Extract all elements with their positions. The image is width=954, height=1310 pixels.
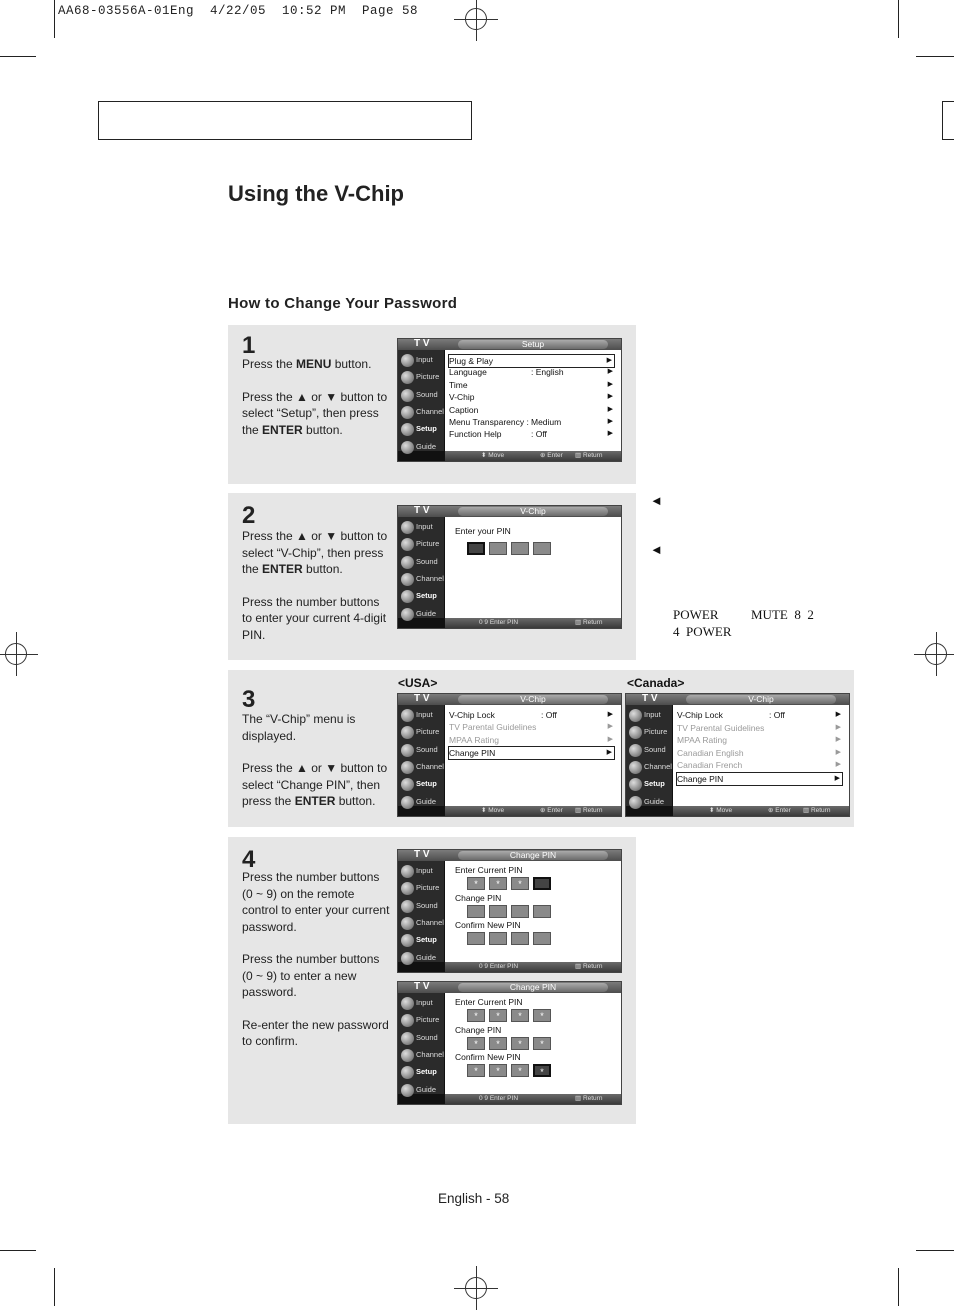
osd-sidebar-label: Setup — [416, 935, 437, 945]
pin-label: Confirm New PIN — [455, 1052, 521, 1062]
section-title: How to Change Your Password — [228, 295, 458, 312]
osd-sidebar-item — [398, 352, 444, 369]
picture-icon — [401, 538, 414, 551]
right-arrow-icon: ▶ — [606, 357, 612, 364]
osd-sidebar-item — [398, 1012, 444, 1029]
osd-sidebar-item — [626, 724, 672, 741]
pin-digit-box: * — [533, 1009, 551, 1022]
pin-digit-box — [533, 877, 551, 890]
osd-footer-hint: ▥ Return — [575, 963, 603, 970]
osd-content — [445, 993, 621, 1094]
osd-sidebar-label: Sound — [416, 389, 438, 399]
right-arrow-icon: ▶ — [607, 430, 613, 438]
osd-tv-label: T V — [414, 338, 430, 349]
osd-footer-hint: ▥ Return — [575, 619, 603, 626]
osd-menu-row — [677, 722, 843, 734]
picture-icon — [629, 726, 642, 739]
osd-sidebar-label: Setup — [416, 1067, 437, 1077]
sound-icon — [629, 744, 642, 757]
osd-sidebar-label: Sound — [644, 744, 666, 754]
osd-menu-label: TV Parental Guidelines — [677, 722, 765, 733]
osd-footer-hint: ▥ Return — [803, 807, 831, 814]
right-arrow-icon: ▶ — [835, 723, 841, 731]
pin-label: Confirm New PIN — [455, 920, 521, 930]
step-4-text — [242, 869, 392, 1066]
bold-keyword: ENTER — [294, 794, 336, 808]
osd-menu-label: Time — [449, 379, 468, 390]
osd-sidebar-item — [398, 759, 444, 776]
osd-sidebar-item — [398, 776, 444, 793]
osd-sidebar-item — [398, 898, 444, 915]
page-footer: English - 58 — [438, 1191, 510, 1206]
osd-sidebar-label: Guide — [416, 608, 437, 618]
osd-menu-title: Change PIN — [458, 983, 608, 992]
osd-menu-title: Setup — [458, 340, 608, 349]
step-number: 1 — [242, 332, 256, 359]
tv-screen-change-pin-confirm — [397, 981, 622, 1105]
osd-sidebar-label: Picture — [416, 539, 440, 549]
osd-menu-row — [449, 734, 615, 746]
pin-label: Change PIN — [455, 892, 502, 903]
right-arrow-icon: ▶ — [835, 761, 841, 769]
osd-sidebar-label: Setup — [644, 779, 665, 789]
osd-footer — [445, 1094, 621, 1104]
sound-icon — [401, 744, 414, 757]
osd-content — [445, 705, 621, 806]
right-arrow-icon: ▶ — [607, 368, 613, 376]
pin-digit-box: * — [533, 1064, 551, 1077]
pin-digit-box: * — [489, 877, 507, 890]
osd-sidebar-label: Setup — [416, 591, 437, 601]
pin-digit-box — [533, 932, 551, 945]
pin-digit-box: * — [489, 1064, 507, 1077]
osd-menu-label: Change PIN — [449, 748, 496, 759]
pin-digit-box — [467, 542, 485, 555]
step-paragraph: The “V-Chip” menu is displayed. — [242, 712, 356, 743]
osd-menu-label: Canadian French — [677, 760, 743, 771]
step-number: 3 — [242, 686, 256, 713]
osd-menu-label: Plug & Play — [449, 356, 493, 366]
input-icon — [401, 997, 414, 1010]
header-frame — [98, 101, 472, 140]
bold-keyword: MENU — [296, 357, 332, 371]
osd-menu-label: V-Chip — [449, 392, 475, 403]
step-number: 2 — [242, 502, 256, 529]
osd-sidebar-item — [398, 950, 444, 967]
osd-footer — [445, 806, 621, 816]
osd-sidebar — [398, 705, 444, 806]
osd-sidebar-label: Channel — [416, 1049, 444, 1059]
osd-sidebar-item — [626, 759, 672, 776]
osd-sidebar-label: Input — [416, 998, 433, 1007]
pin-digit-box: * — [533, 1037, 551, 1050]
step-3-text — [242, 711, 392, 826]
osd-footer-hint: 0 9 Enter PIN — [479, 1095, 519, 1102]
osd-sidebar-label: Setup — [416, 779, 437, 789]
right-arrow-icon: ▶ — [607, 711, 613, 718]
osd-footer-hint: ⬍ Move — [481, 452, 505, 459]
crop-mark — [54, 1268, 55, 1306]
guide-icon — [401, 1084, 414, 1097]
osd-menu-label: MPAA Rating — [449, 734, 499, 745]
channel-icon — [401, 761, 414, 774]
usa-label: <USA> — [398, 676, 438, 690]
osd-menu-row — [448, 746, 615, 760]
guide-icon — [401, 441, 414, 454]
setup-icon — [401, 590, 414, 603]
osd-sidebar-item — [626, 742, 672, 759]
osd-tv-label: T V — [414, 693, 430, 704]
osd-sidebar-label: Input — [416, 866, 433, 875]
osd-sidebar-item — [398, 439, 444, 456]
osd-sidebar-item — [398, 863, 444, 880]
osd-sidebar-item — [398, 724, 444, 741]
osd-sidebar-item — [398, 588, 444, 605]
right-arrow-icon: ▶ — [607, 380, 613, 388]
pin-digit-box: * — [511, 1064, 529, 1077]
osd-sidebar-item — [398, 519, 444, 536]
osd-sidebar-item — [398, 369, 444, 386]
tab-marker — [942, 101, 954, 140]
osd-sidebar — [398, 350, 444, 451]
osd-menu-row — [677, 747, 843, 759]
osd-menu-label: MPAA Rating — [677, 735, 727, 746]
osd-menu-value: Medium — [531, 417, 562, 427]
pin-label: Enter Current PIN — [455, 865, 523, 875]
pin-digit-box — [511, 542, 529, 555]
right-arrow-icon: ▶ — [834, 775, 840, 782]
osd-menu-label: V-Chip Lock — [449, 710, 495, 720]
pointer-arrow: ◄ — [650, 542, 663, 557]
picture-icon — [401, 1014, 414, 1027]
osd-footer — [673, 806, 849, 816]
osd-sidebar-item — [398, 554, 444, 571]
input-icon — [629, 709, 642, 722]
tv-screen-vchip-usa — [397, 693, 622, 817]
osd-menu-row — [677, 759, 843, 771]
osd-menu-label: TV Parental Guidelines — [449, 722, 537, 733]
osd-sidebar — [398, 517, 444, 618]
pin-digit-box: * — [511, 1009, 529, 1022]
channel-icon — [401, 573, 414, 586]
osd-sidebar-item — [398, 387, 444, 404]
osd-menu-label: Menu Transparency : — [449, 417, 529, 427]
note-text: 4 POWER — [673, 624, 732, 639]
osd-footer-hint: ▥ Return — [575, 452, 603, 459]
sound-icon — [401, 389, 414, 402]
osd-content — [445, 861, 621, 962]
osd-sidebar-item — [626, 794, 672, 811]
osd-sidebar-label: Input — [416, 355, 433, 364]
osd-sidebar-item — [398, 880, 444, 897]
pin-digit-box — [533, 542, 551, 555]
osd-sidebar-item — [398, 915, 444, 932]
osd-sidebar-item — [398, 1064, 444, 1081]
osd-tv-label: T V — [414, 505, 430, 516]
pin-digit-box: * — [467, 1064, 485, 1077]
input-icon — [401, 709, 414, 722]
osd-footer-hint: ▥ Return — [575, 1095, 603, 1102]
right-arrow-icon: ▶ — [607, 418, 613, 425]
osd-sidebar — [398, 993, 444, 1094]
pin-label: Change PIN — [455, 1024, 502, 1035]
print-header: AA68-03556A-01Eng 4/22/05 10:52 PM Page 58 — [58, 4, 419, 18]
registration-mark-top — [465, 8, 487, 30]
registration-mark-right — [925, 643, 947, 665]
right-arrow-icon: ▶ — [607, 393, 613, 401]
tv-screen-change-pin-current — [397, 849, 622, 973]
osd-tv-label: T V — [414, 981, 430, 992]
registration-mark-left — [5, 643, 27, 665]
tv-screen-setup-menu — [397, 338, 622, 462]
setup-icon — [401, 1066, 414, 1079]
osd-sidebar-item — [398, 1047, 444, 1064]
osd-sidebar-item — [398, 995, 444, 1012]
osd-menu-value: : Off — [541, 710, 557, 720]
picture-icon — [401, 726, 414, 739]
osd-footer-hint: ⊕ Enter — [768, 807, 791, 814]
registration-mark-bottom — [465, 1277, 487, 1299]
osd-sidebar-item — [626, 776, 672, 793]
osd-menu-label: Canadian English — [677, 747, 744, 758]
pointer-arrow: ◄ — [650, 493, 663, 508]
input-icon — [401, 354, 414, 367]
osd-sidebar-item — [398, 606, 444, 623]
osd-sidebar-label: Guide — [416, 796, 437, 806]
osd-sidebar-label: Picture — [416, 883, 440, 893]
osd-menu-label: Language — [449, 367, 487, 378]
osd-sidebar-item — [398, 1082, 444, 1099]
osd-menu-title: V-Chip — [458, 695, 608, 704]
setup-icon — [401, 778, 414, 791]
pin-label: Enter your PIN — [455, 526, 511, 536]
step-paragraph: Press the MENU button. — [242, 357, 372, 371]
osd-menu-value: : English — [531, 367, 564, 378]
osd-sidebar-label: Sound — [416, 556, 438, 566]
osd-sidebar-item — [398, 707, 444, 724]
pin-digit-box: * — [489, 1009, 507, 1022]
osd-menu-title: V-Chip — [458, 507, 608, 516]
osd-menu-value: : Off — [769, 710, 785, 720]
osd-sidebar-label: Channel — [416, 573, 444, 583]
canada-label: <Canada> — [627, 676, 685, 690]
osd-footer-hint: ⊕ Enter — [540, 452, 563, 459]
osd-sidebar-label: Sound — [416, 744, 438, 754]
osd-sidebar-label: Setup — [416, 424, 437, 434]
osd-sidebar-label: Picture — [416, 1015, 440, 1025]
guide-icon — [401, 796, 414, 809]
pin-digit-box — [467, 905, 485, 918]
osd-footer-hint: 0 9 Enter PIN — [479, 619, 519, 626]
osd-sidebar-item — [398, 571, 444, 588]
crop-mark — [54, 0, 55, 38]
osd-sidebar — [626, 705, 672, 806]
right-arrow-icon: ▶ — [607, 723, 613, 731]
channel-icon — [401, 1049, 414, 1062]
osd-menu-row — [449, 366, 615, 378]
pin-digit-box — [511, 905, 529, 918]
step-paragraph: Press the ▲ or ▼ button to select “Setup”, then press the ENTER button. — [242, 389, 388, 437]
right-arrow-icon: ▶ — [835, 736, 841, 744]
osd-sidebar-item — [626, 707, 672, 724]
channel-icon — [401, 406, 414, 419]
tv-screen-enter-pin — [397, 505, 622, 629]
osd-sidebar-label: Picture — [416, 727, 440, 737]
osd-menu-value: : Off — [531, 429, 547, 440]
osd-menu-row — [677, 709, 843, 721]
guide-icon — [629, 796, 642, 809]
osd-content — [445, 350, 621, 451]
osd-sidebar-label: Channel — [644, 761, 672, 771]
step-number: 4 — [242, 846, 256, 873]
pin-digit-box: * — [489, 1037, 507, 1050]
osd-sidebar-label: Guide — [644, 796, 665, 806]
osd-menu-label: Function Help — [449, 429, 502, 440]
osd-footer-hint: ▥ Return — [575, 807, 603, 814]
osd-menu-row — [449, 416, 615, 428]
pin-digit-box: * — [511, 1037, 529, 1050]
right-arrow-icon: ▶ — [606, 749, 612, 757]
osd-sidebar-item — [398, 1030, 444, 1047]
right-arrow-icon: ▶ — [607, 735, 613, 743]
osd-footer — [445, 451, 621, 461]
page-title: Using the V-Chip — [228, 181, 404, 206]
crop-mark — [916, 56, 954, 57]
bold-keyword: ENTER — [262, 422, 303, 437]
osd-menu-row — [677, 734, 843, 746]
osd-sidebar-label: Channel — [416, 406, 444, 416]
osd-tv-label: T V — [414, 849, 430, 860]
osd-menu-label: V-Chip Lock — [677, 710, 723, 720]
pin-digit-box: * — [511, 877, 529, 890]
osd-sidebar-item — [398, 536, 444, 553]
pin-digit-box: * — [467, 1037, 485, 1050]
right-arrow-icon: ▶ — [835, 748, 841, 756]
osd-footer-hint: ⊕ Enter — [540, 807, 563, 814]
sound-icon — [401, 556, 414, 569]
crop-mark — [898, 0, 899, 38]
crop-mark — [898, 1268, 899, 1306]
osd-sidebar-label: Picture — [644, 727, 668, 737]
osd-sidebar-label: Channel — [416, 917, 444, 927]
crop-mark — [0, 1250, 36, 1251]
crop-mark — [0, 56, 36, 57]
pin-digit-box — [489, 932, 507, 945]
osd-sidebar-label: Input — [644, 710, 661, 719]
osd-sidebar-label: Sound — [416, 900, 438, 910]
osd-sidebar-label: Input — [416, 710, 433, 719]
osd-footer — [445, 618, 621, 628]
setup-icon — [401, 934, 414, 947]
picture-icon — [401, 371, 414, 384]
osd-sidebar-label: Input — [416, 522, 433, 531]
pin-digit-box — [467, 932, 485, 945]
right-arrow-icon: ▶ — [607, 405, 613, 413]
osd-sidebar-item — [398, 794, 444, 811]
osd-sidebar-label: Sound — [416, 1032, 438, 1042]
osd-menu-row — [449, 404, 615, 416]
osd-menu-title: V-Chip — [686, 695, 836, 704]
osd-sidebar-label: Channel — [416, 761, 444, 771]
osd-footer-hint: ⬍ Move — [709, 807, 733, 814]
pin-digit-box — [533, 905, 551, 918]
osd-footer — [445, 962, 621, 972]
channel-icon — [401, 917, 414, 930]
guide-icon — [401, 608, 414, 621]
osd-sidebar-item — [398, 404, 444, 421]
osd-menu-label: Change PIN — [677, 774, 724, 784]
pin-digit-box: * — [467, 877, 485, 890]
pin-label: Enter Current PIN — [455, 997, 523, 1007]
osd-menu-row — [449, 379, 615, 391]
bold-keyword: ENTER — [262, 562, 303, 576]
osd-menu-title: Change PIN — [458, 851, 608, 860]
osd-tv-label: T V — [642, 693, 658, 704]
pin-digit-box — [489, 542, 507, 555]
right-arrow-icon: ▶ — [835, 711, 841, 718]
osd-content — [445, 517, 621, 618]
osd-sidebar-label: Picture — [416, 372, 440, 382]
osd-sidebar-item — [398, 742, 444, 759]
osd-sidebar-label: Guide — [416, 1084, 437, 1094]
osd-footer-hint: 0 9 Enter PIN — [479, 963, 519, 970]
osd-sidebar-item — [398, 932, 444, 949]
pin-digit-box — [511, 932, 529, 945]
osd-menu-row — [449, 428, 615, 440]
osd-sidebar-label: Guide — [416, 441, 437, 451]
step-2-text — [242, 528, 392, 659]
osd-menu-row — [449, 721, 615, 733]
osd-content — [673, 705, 849, 806]
osd-sidebar-label: Guide — [416, 952, 437, 962]
osd-menu-row — [449, 709, 615, 721]
pin-digit-box — [489, 905, 507, 918]
step-paragraph: Press the ▲ or ▼ button to select “V-Chip”, then press the ENTER button. — [242, 529, 388, 576]
pin-digit-box: * — [467, 1009, 485, 1022]
crop-mark — [916, 1250, 954, 1251]
picture-icon — [401, 882, 414, 895]
osd-menu-row — [676, 772, 843, 786]
osd-sidebar-item — [398, 421, 444, 438]
setup-icon — [629, 778, 642, 791]
guide-icon — [401, 952, 414, 965]
osd-sidebar — [398, 861, 444, 962]
step-paragraph: Re-enter the new password to confirm. — [242, 1017, 389, 1048]
step-paragraph: Press the number buttons to enter your current 4-digit PIN. — [242, 594, 387, 642]
setup-icon — [401, 423, 414, 436]
osd-footer-hint: ⬍ Move — [481, 807, 505, 814]
input-icon — [401, 521, 414, 534]
tv-screen-vchip-canada — [625, 693, 850, 817]
input-icon — [401, 865, 414, 878]
note-text: POWER MUTE 8 2 — [673, 607, 814, 622]
step-paragraph: Press the number buttons (0 ~ 9) to enter a new password. — [242, 952, 380, 999]
channel-icon — [629, 761, 642, 774]
sound-icon — [401, 1032, 414, 1045]
sound-icon — [401, 900, 414, 913]
osd-menu-label: Caption — [449, 404, 479, 415]
osd-menu-row — [449, 391, 615, 403]
step-1-text — [242, 356, 392, 454]
step-paragraph: Press the number buttons (0 ~ 9) on the remote control to enter your current password. — [242, 870, 390, 934]
step-paragraph: Press the ▲ or ▼ button to select “Change PIN”, then press the ENTER button. — [242, 761, 388, 808]
